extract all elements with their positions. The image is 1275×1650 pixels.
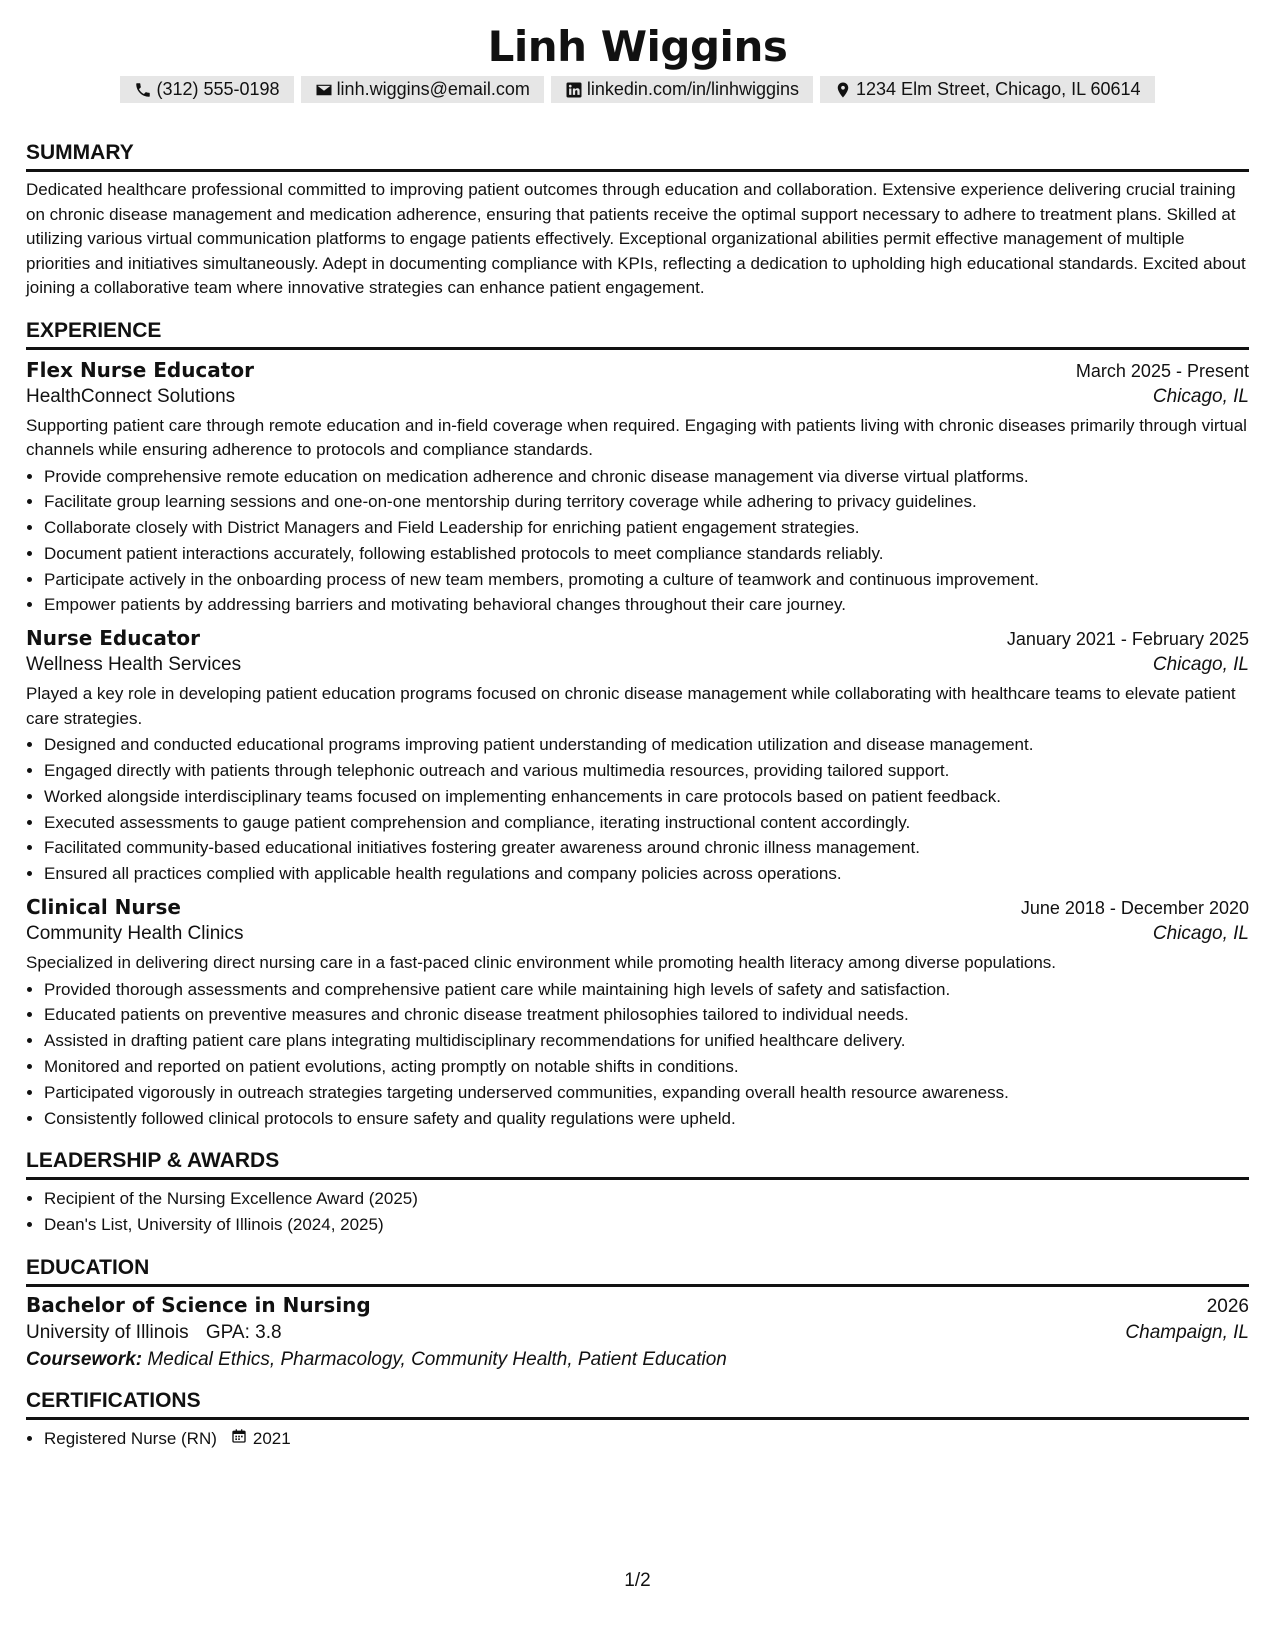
list-item: • Engaged directly with patients through telephonic outreach and various multimedia resources, providing tailored support. (44, 758, 1249, 784)
list-item: • Recipient of the Nursing Excellence Award (2025) (44, 1186, 1249, 1212)
list-item: • Executed assessments to gauge patient comprehension and compliance, iterating instructional content accordingly. (44, 810, 1249, 836)
job-description: Specialized in delivering direct nursing care in a fast-paced clinic environment while promoting health literacy among diverse populations. (26, 953, 1056, 973)
graduation-year: 2026 (1206, 1295, 1249, 1317)
job-location: Chicago, IL (1152, 923, 1249, 945)
job-dates: January 2021 - February 2025 (1006, 629, 1249, 650)
summary-section (26, 141, 1249, 301)
contact-phone[interactable] (120, 76, 293, 103)
gpa: GPA: 3.8 (205, 1321, 282, 1343)
candidate-name: Linh Wiggins (487, 22, 788, 71)
contact-linkedin-text: linkedin.com/in/linhwiggins (586, 79, 800, 99)
contact-linkedin[interactable] (551, 76, 813, 103)
job-bullets (26, 977, 1249, 1132)
job-entry (26, 626, 1249, 887)
job-description: Supporting patient care through remote education and in-field coverage when required. Engaging with patients living with chronic diseases primarily through virtual channels while ensuring adherence to protocols and compliance standards. (26, 415, 1247, 459)
job-location: Chicago, IL (1152, 385, 1249, 407)
list-item: • Dean's List, University of Illinois (2024, 2025) (44, 1212, 1249, 1238)
list-item: • Designed and conducted educational programs improving patient understanding of medication utilization and disease management. (44, 732, 1249, 758)
job-title: Flex Nurse Educator (26, 357, 254, 382)
email-icon (315, 81, 333, 99)
linkedin-icon (565, 81, 583, 99)
certifications-section (26, 1389, 1249, 1452)
job-company: Community Health Clinics (26, 923, 244, 945)
job-bullets (26, 464, 1249, 619)
list-item: • Participate actively in the onboarding process of new team members, promoting a culture of teamwork and continuous improvement. (44, 567, 1249, 593)
job-location: Chicago, IL (1152, 654, 1249, 676)
list-item: • Facilitate group learning sessions and one-on-one mentorship during territory coverage while adhering to privacy guidelines. (44, 489, 1249, 515)
education-heading: EDUCATION (26, 1256, 1249, 1287)
list-item: • Consistently followed clinical protocols to ensure safety and quality regulations were upheld. (44, 1106, 1249, 1132)
calendar-icon (231, 1426, 247, 1452)
list-item: • Ensured all practices complied with applicable health regulations and company policies across operations. (44, 861, 1249, 887)
certification-year: 2021 (252, 1428, 291, 1448)
list-item: • Provide comprehensive remote education on medication adherence and chronic disease management via diverse virtual platforms. (44, 464, 1249, 490)
summary-text: Dedicated healthcare professional committed to improving patient outcomes through education and collaboration. Extensive experience delivering crucial training on chronic disease management and medication adherence, ensuring that patients receive the optimal support necessary to adhere to treatment plans. Skilled at utilizing various virtual communication platforms to engage patients effectively. Exceptional organizational abilities permit effective management of multiple priorities and initiatives simultaneously. Adept in documenting compliance with KPIs, reflecting a dedication to upholding high educational standards. Excited about joining a collaborative team where innovative strategies can enhance patient engagement. (26, 180, 1246, 297)
phone-icon (134, 81, 152, 99)
certifications-list (26, 1426, 1249, 1452)
list-item: • Facilitated community-based educational initiatives fostering greater awareness around chronic illness management. (44, 835, 1249, 861)
job-dates: March 2025 - Present (1075, 360, 1249, 381)
list-item: • Educated patients on preventive measures and chronic disease treatment philosophies tailored to individual needs. (44, 1002, 1249, 1028)
experience-heading: EXPERIENCE (26, 319, 1249, 350)
job-bullets (26, 732, 1249, 887)
contact-address-text: 1234 Elm Street, Chicago, IL 60614 (856, 79, 1141, 99)
awards-list (26, 1186, 1249, 1238)
school-name: University of Illinois (26, 1321, 189, 1343)
job-company: HealthConnect Solutions (26, 385, 236, 407)
list-item: • Document patient interactions accurately, following established protocols to meet compliance standards reliably. (44, 541, 1249, 567)
list-item: • Monitored and reported on patient evolutions, acting promptly on notable shifts in conditions. (44, 1054, 1249, 1080)
summary-heading: SUMMARY (26, 141, 1249, 172)
list-item (44, 1426, 1249, 1452)
job-dates: June 2018 - December 2020 (1020, 898, 1249, 919)
coursework-label: Coursework: (26, 1348, 143, 1370)
list-item: • Assisted in drafting patient care plans integrating multidisciplinary recommendations for unified healthcare delivery. (44, 1028, 1249, 1054)
location-pin-icon (834, 81, 852, 99)
list-item: • Collaborate closely with District Managers and Field Leadership for enriching patient engagement strategies. (44, 515, 1249, 541)
list-item: • Provided thorough assessments and comprehensive patient care while maintaining high levels of safety and satisfaction. (44, 977, 1249, 1003)
leadership-heading: LEADERSHIP & AWARDS (26, 1149, 1249, 1180)
list-item: • Empower patients by addressing barriers and motivating behavioral changes throughout their care journey. (44, 592, 1249, 618)
leadership-section (26, 1149, 1249, 1238)
coursework (26, 1349, 1249, 1371)
school-location: Champaign, IL (1125, 1321, 1249, 1343)
job-company: Wellness Health Services (26, 654, 242, 676)
contact-email-text: linh.wiggins@email.com (336, 79, 530, 99)
contact-bar (26, 76, 1249, 103)
contact-email[interactable] (301, 76, 544, 103)
contact-phone-text: (312) 555-0198 (156, 79, 280, 99)
job-description: Played a key role in developing patient education programs focused on chronic disease management while collaborating with healthcare teams to elevate patient care strategies. (26, 684, 1236, 728)
list-item: • Participated vigorously in outreach strategies targeting underserved communities, expanding overall health resource awareness. (44, 1080, 1249, 1106)
job-entry (26, 358, 1249, 619)
coursework-list: Medical Ethics, Pharmacology, Community Health, Patient Education (147, 1348, 727, 1370)
experience-section (26, 319, 1249, 1132)
education-section (26, 1256, 1249, 1371)
degree-title: Bachelor of Science in Nursing (26, 1292, 371, 1317)
page-number: 1/2 (624, 1570, 651, 1591)
job-title: Clinical Nurse (26, 895, 181, 920)
job-entry (26, 895, 1249, 1131)
list-item: • Worked alongside interdisciplinary teams focused on implementing enhancements in care protocols based on patient feedback. (44, 784, 1249, 810)
contact-address (820, 76, 1155, 103)
job-title: Nurse Educator (26, 626, 201, 651)
certification-name: • Registered Nurse (RN) (44, 1428, 217, 1448)
certifications-heading: CERTIFICATIONS (26, 1389, 1249, 1420)
